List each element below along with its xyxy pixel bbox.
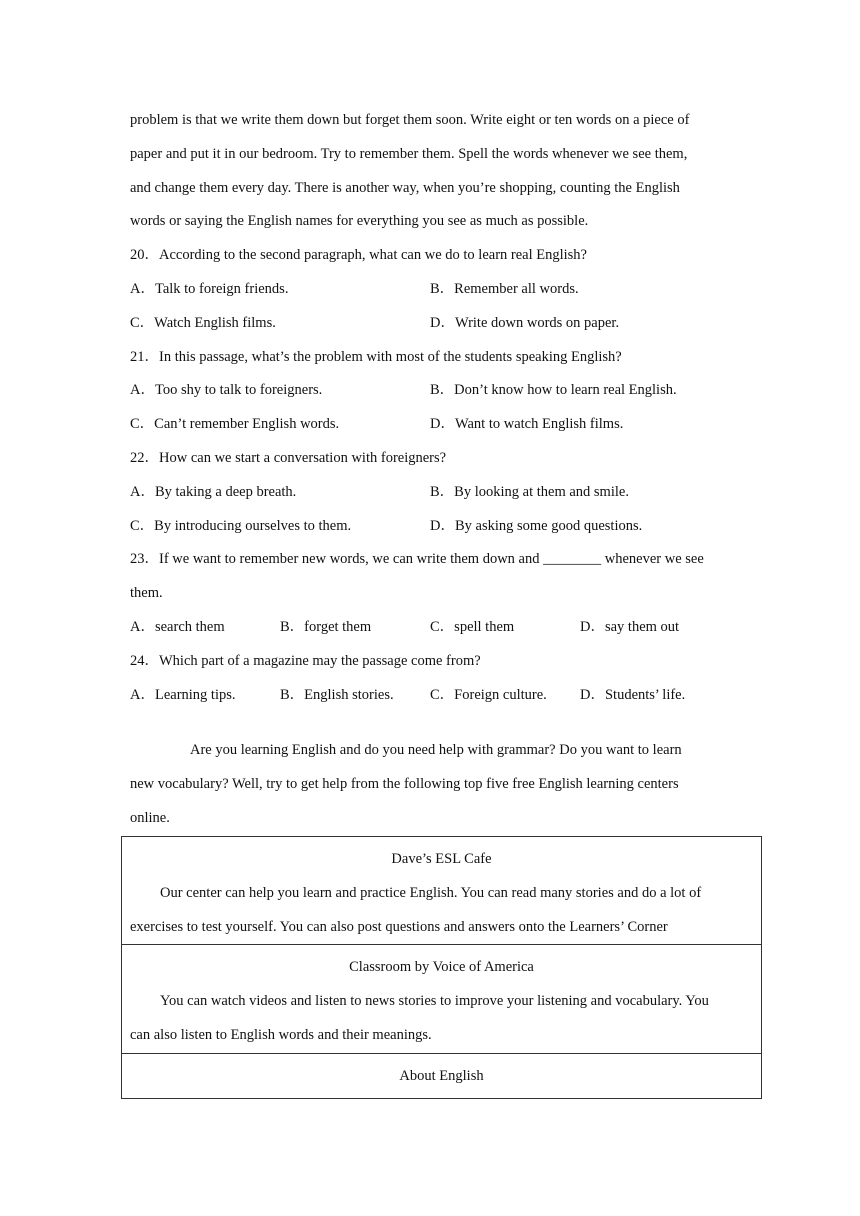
option-row bbox=[130, 510, 750, 544]
intro-line: Are you learning English and do you need help with grammar? Do you want to learn bbox=[190, 742, 682, 759]
option-b: B．forget them bbox=[280, 618, 372, 635]
option-a: A．By taking a deep breath. bbox=[130, 483, 297, 500]
question-21 bbox=[130, 341, 750, 442]
option-c: C．Watch English films. bbox=[130, 314, 276, 331]
option-row bbox=[130, 611, 750, 645]
option-d: D．say them out bbox=[580, 618, 680, 635]
option-b: B．Remember all words. bbox=[430, 280, 579, 297]
option-a: A．Too shy to talk to foreigners. bbox=[130, 382, 323, 399]
center-description-line: can also listen to English words and their meanings. bbox=[130, 1026, 432, 1043]
option-row bbox=[130, 408, 750, 442]
question-stem: 20．According to the second paragraph, what can we do to learn real English? bbox=[130, 247, 587, 264]
passage-paragraph bbox=[130, 104, 750, 239]
option-c: C．Foreign culture. bbox=[430, 686, 547, 703]
question-20 bbox=[130, 239, 750, 340]
option-a: A．search them bbox=[130, 618, 225, 635]
intro-line: new vocabulary? Well, try to get help from the following top five free English learning centers bbox=[130, 776, 679, 793]
center-cell bbox=[122, 1053, 762, 1098]
question-stem: 23．If we want to remember new words, we can write them down and ________ whenever we see bbox=[130, 551, 704, 568]
center-title: About English bbox=[399, 1067, 484, 1084]
center-title: Classroom by Voice of America bbox=[349, 959, 534, 976]
question-24 bbox=[130, 645, 750, 713]
question-22 bbox=[130, 442, 750, 543]
option-b: B．By looking at them and smile. bbox=[430, 483, 629, 500]
option-row bbox=[130, 273, 750, 307]
center-description-line: Our center can help you learn and practice English. You can read many stories and do a lot of bbox=[160, 884, 702, 901]
option-a: A．Learning tips. bbox=[130, 686, 236, 703]
option-d: D．Want to watch English films. bbox=[430, 416, 624, 433]
center-description-line: exercises to test yourself. You can also post questions and answers onto the Learners’ Corner bbox=[130, 918, 668, 935]
question-stem: 24．Which part of a magazine may the passage come from? bbox=[130, 652, 481, 669]
intro-line: online. bbox=[130, 809, 170, 826]
option-c: C．spell them bbox=[430, 618, 515, 635]
option-d: D．Write down words on paper. bbox=[430, 314, 620, 331]
center-description bbox=[130, 877, 753, 945]
center-description-line: You can watch videos and listen to news stories to improve your listening and vocabulary. You bbox=[160, 993, 709, 1010]
center-cell bbox=[122, 837, 762, 945]
question-stem-continued: them. bbox=[130, 585, 163, 602]
option-d: D．Students’ life. bbox=[580, 686, 686, 703]
question-stem: 22．How can we start a conversation with foreigners? bbox=[130, 449, 447, 466]
document-page bbox=[130, 104, 750, 836]
option-b: B．English stories. bbox=[280, 686, 394, 703]
option-d: D．By asking some good questions. bbox=[430, 517, 643, 534]
table-row bbox=[122, 837, 762, 945]
section-gap bbox=[130, 712, 750, 734]
option-row bbox=[130, 679, 750, 713]
option-c: C．Can’t remember English words. bbox=[130, 416, 340, 433]
option-row bbox=[130, 374, 750, 408]
center-description bbox=[130, 985, 753, 1053]
passage-line: problem is that we write them down but forget them soon. Write eight or ten words on a piece of bbox=[130, 112, 690, 128]
learning-centers-table bbox=[121, 836, 762, 1099]
option-b: B．Don’t know how to learn real English. bbox=[430, 382, 677, 399]
table-row bbox=[122, 1053, 762, 1098]
option-a: A．Talk to foreign friends. bbox=[130, 280, 289, 297]
question-23 bbox=[130, 543, 750, 644]
option-c: C．By introducing ourselves to them. bbox=[130, 517, 352, 534]
table-row bbox=[122, 945, 762, 1053]
passage-line: words or saying the English names for everything you see as much as possible. bbox=[130, 213, 589, 230]
intro-paragraph bbox=[130, 734, 750, 835]
center-cell bbox=[122, 945, 762, 1053]
passage-line: paper and put it in our bedroom. Try to remember them. Spell the words whenever we see them, bbox=[130, 145, 688, 162]
option-row bbox=[130, 307, 750, 341]
center-title: Dave’s ESL Cafe bbox=[391, 851, 492, 867]
passage-line: and change them every day. There is another way, when you’re shopping, counting the English bbox=[130, 179, 680, 196]
question-stem: 21．In this passage, what’s the problem with most of the students speaking English? bbox=[130, 348, 622, 365]
option-row bbox=[130, 476, 750, 510]
